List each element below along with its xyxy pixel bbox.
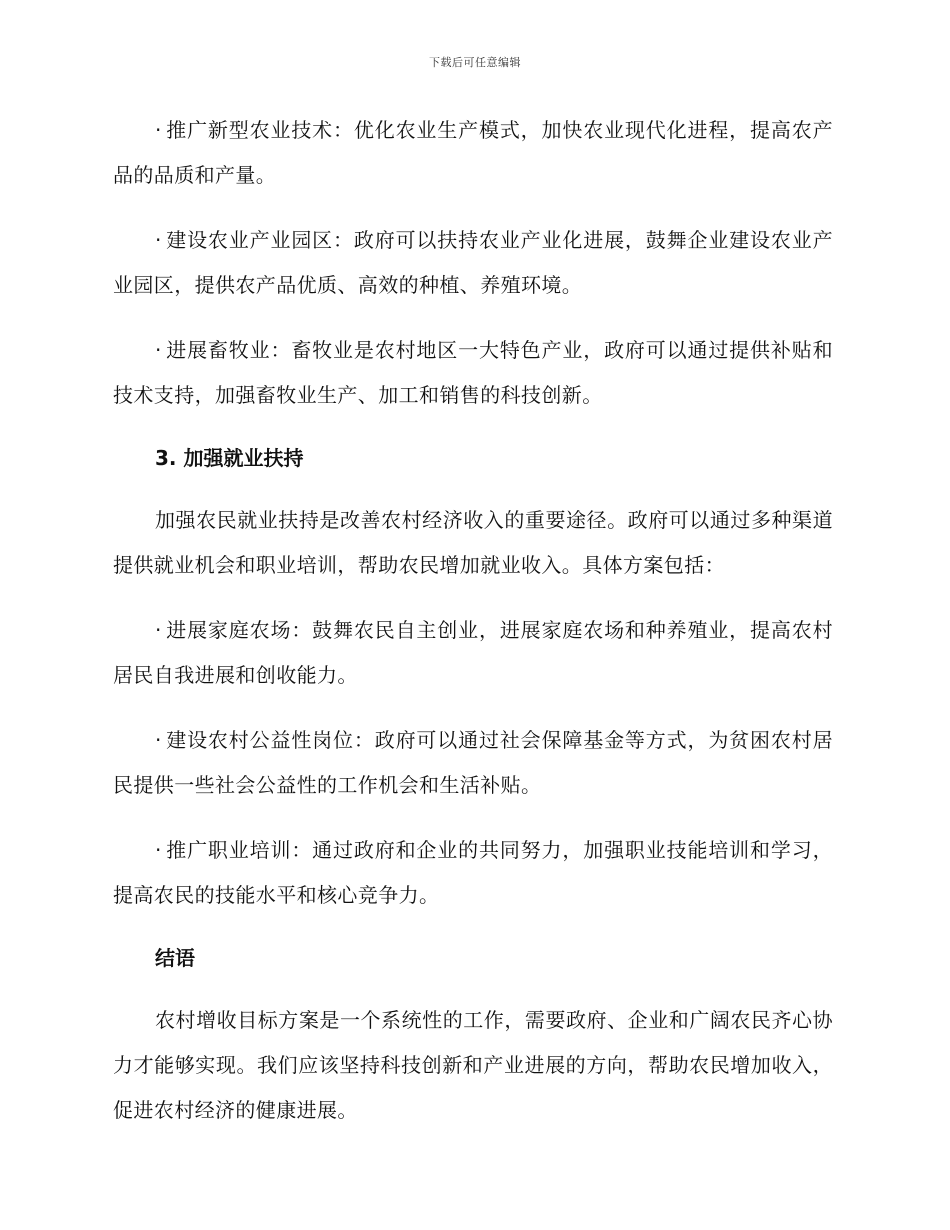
bullet-text: 进展畜牧业：畜牧业是农村地区一大特色产业，政府可以通过提供补贴和技术支持，加强畜牧业生产、加工和销售的科技创新。	[113, 338, 833, 407]
document-body	[113, 108, 833, 1153]
bullet-text: 进展家庭农场：鼓舞农民自主创业，进展家庭农场和种养殖业，提高农村居民自我进展和创收能力。	[113, 618, 833, 687]
bullet-marker: ·	[155, 838, 162, 862]
page-header: 下载后可任意编辑	[429, 56, 521, 69]
bullet-text: 推广新型农业技术：优化农业生产模式，加快农业现代化进程，提高农产品的品质和产量。	[113, 118, 833, 187]
bullet-marker: ·	[155, 728, 162, 752]
bullet-item	[113, 328, 833, 418]
bullet-text: 建设农村公益性岗位：政府可以通过社会保障基金等方式，为贫困农村居民提供一些社会公益性的工作机会和生活补贴。	[113, 728, 833, 797]
bullet-item	[113, 108, 833, 198]
bullet-item	[113, 718, 833, 808]
bullet-text: 建设农业产业园区：政府可以扶持农业产业化进展，鼓舞企业建设农业产业园区，提供农产品优质、高效的种植、养殖环境。	[113, 228, 833, 297]
conclusion-heading: 结语	[155, 946, 195, 970]
section-intro: 加强农民就业扶持是改善农村经济收入的重要途径。政府可以通过多种渠道提供就业机会和职业培训，帮助农民增加就业收入。具体方案包括：	[113, 508, 833, 577]
bullet-item	[113, 218, 833, 308]
section-heading: 3. 加强就业扶持	[155, 446, 304, 470]
bullet-marker: ·	[155, 338, 162, 362]
bullet-item	[113, 608, 833, 698]
bullet-text: 推广职业培训：通过政府和企业的共同努力，加强职业技能培训和学习，提高农民的技能水平和核心竞争力。	[113, 838, 833, 907]
bullet-item	[113, 828, 833, 918]
conclusion-text: 农村增收目标方案是一个系统性的工作，需要政府、企业和广阔农民齐心协力才能够实现。我们应该坚持科技创新和产业进展的方向，帮助农民增加收入，促进农村经济的健康进展。	[113, 1008, 833, 1122]
bullet-marker: ·	[155, 618, 162, 642]
bullet-marker: ·	[155, 228, 162, 252]
bullet-marker: ·	[155, 118, 162, 142]
